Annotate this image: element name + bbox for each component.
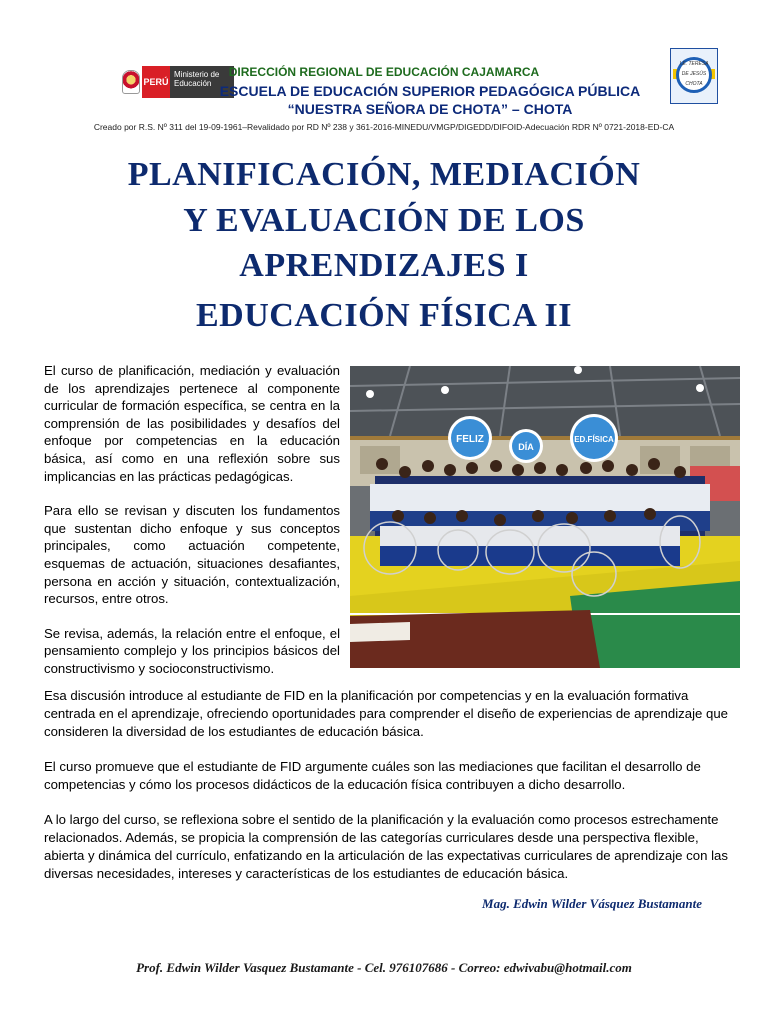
signature: Mag. Edwin Wilder Vásquez Bustamante	[482, 896, 702, 911]
school-name-line1: ESCUELA DE EDUCACIÓN SUPERIOR PEDAGÓGICA PÚBLICA	[219, 83, 641, 99]
paragraph-4: Esa discusión introduce al estudiante de FID en la planificación por competencias y en la evaluación formativa centrada en el aprendizaje, ofreciendo oportunidades para comprender el diseño de experiencias de aprendizaje que consideren la diversidad de los estudiantes de educación básica.	[44, 688, 729, 739]
peru-label: PERÚ	[142, 66, 170, 98]
title-line-3: APRENDIZAJES I	[239, 247, 529, 284]
paragraph-3: Se revisa, además, la relación entre el enfoque, el pensamiento complejo y los principios básicos del constructivismo y socioconstructivismo.	[44, 625, 340, 676]
school-logo-text-top: I.E. TERESA	[679, 61, 709, 67]
ministry-label: Ministerio de Educación	[170, 66, 234, 98]
banner-ed-fisica: ED.FÍSICA	[574, 435, 614, 444]
title-line-4: EDUCACIÓN FÍSICA II	[195, 297, 572, 334]
left-column	[44, 362, 340, 695]
banner-feliz: FELIZ	[456, 434, 484, 445]
school-name-line2: “NUESTRA SEÑORA DE CHOTA” – CHOTA	[287, 101, 573, 117]
footer-contact: Prof. Edwin Wilder Vasquez Bustamante - Cel. 976107686 - Correo: edwivabu@hotmail.com	[136, 960, 632, 975]
group-photo	[350, 366, 740, 668]
full-width-text	[44, 687, 738, 900]
title-line-2: Y EVALUACIÓN DE LOS	[183, 202, 585, 239]
title-line-1: PLANIFICACIÓN, MEDIACIÓN	[127, 156, 641, 193]
school-logo-text-bot: CHOTA	[685, 81, 703, 87]
school-logo-text-mid: DE JESÚS	[681, 71, 707, 77]
paragraph-5: El curso promueve que el estudiante de FID argumente cuáles son las mediaciones que facilitan el desarrollo de competencias y cómo los procesos didácticos de la educación física contribuyen a dicho desarrollo.	[44, 759, 701, 792]
paragraph-2: Para ello se revisan y discuten los fundamentos que sustentan dicho enfoque y sus conceptos principales, como actuación competente, esquemas de actuación, situaciones desafiantes, persona en acción y situación, contextualización, recursos, entre otros.	[44, 503, 340, 607]
region-heading: DIRECCIÓN REGIONAL DE EDUCACIÓN CAJAMARCA	[228, 65, 540, 79]
paragraph-1: El curso de planificación, mediación y evaluación de los aprendizajes pertenece al componente curricular de formación específica, se centra en la comprensión de las posibilidades y desafíos del enfoque por competencias en la educación básica, así como en una reflexión sobre sus implicancias en las prácticas pedagógicas.	[44, 363, 340, 484]
banner-dia: DÍA	[518, 442, 534, 452]
legal-note: Creado por R.S. Nº 311 del 19-09-1961–Revalidado por RD Nº 238 y 361-2016-MINEDU/VMGP/DIGEDD/DIFOID-Adecuación RDR Nº 0721-2018-ED-CA	[93, 122, 675, 132]
paragraph-6: A lo largo del curso, se reflexiona sobre el sentido de la planificación y la evaluación como procesos estrechamente relacionados. Además, se propicia la comprensión de las categorías curriculares desde una perspectiva flexible, abierta y dinámica del currículo, enfatizando en la articulación de las expectativas curriculares de aprendizaje con las diversas necesidades, intereses y características de los estudiantes de educación básica.	[44, 812, 728, 881]
